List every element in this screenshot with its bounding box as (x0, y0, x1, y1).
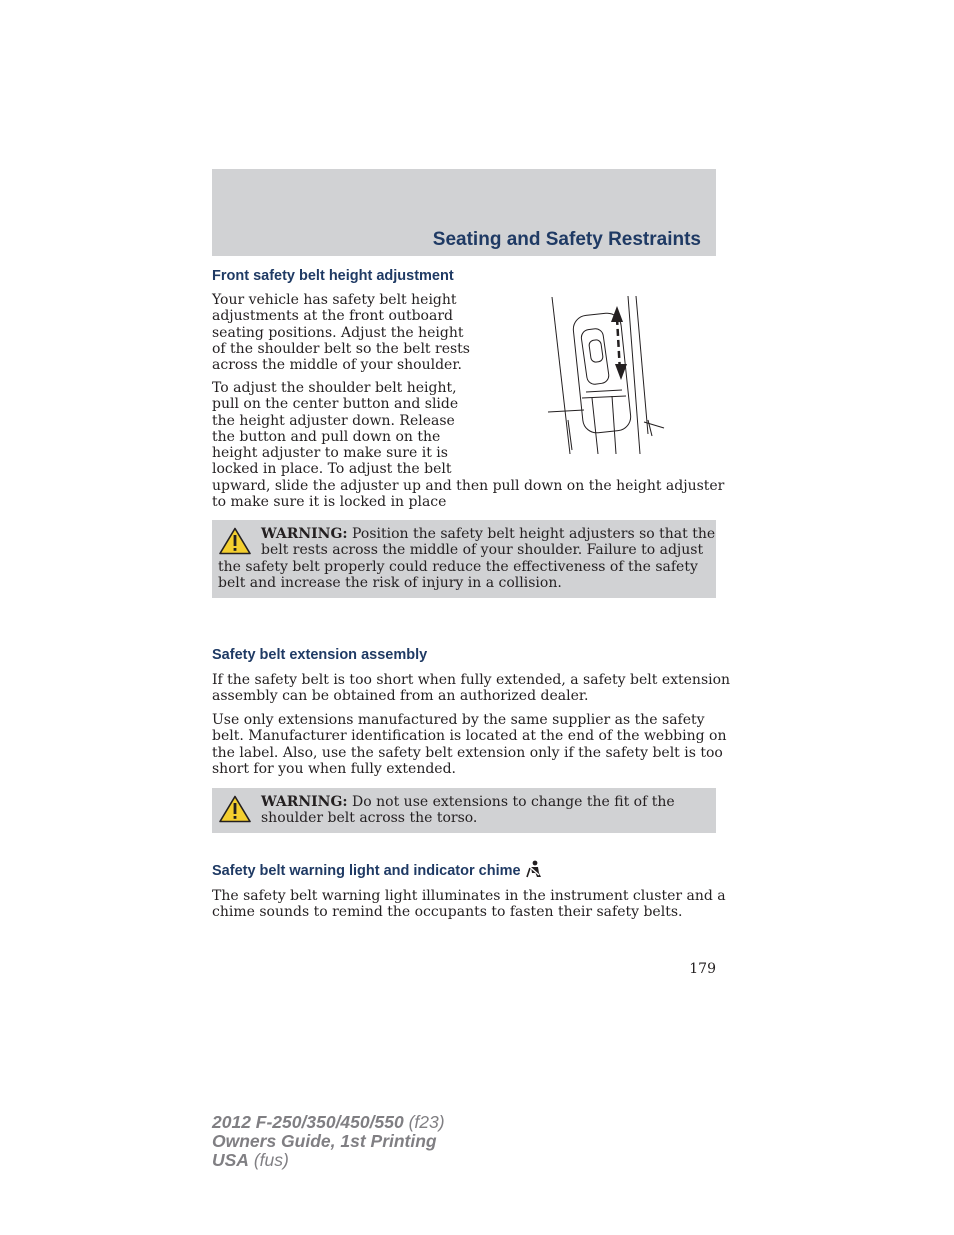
warning-box-height-adjuster (212, 520, 716, 598)
text-line: of the shoulder belt so the belt rests (212, 340, 470, 357)
text-line: chime sounds to remind the occupants to fasten their safety belts. (212, 904, 683, 921)
heading-belt-height-adjustment: Front safety belt height adjustment (212, 268, 454, 284)
footer-guide: Owners Guide, 1st Printing (212, 1131, 437, 1151)
text-line: Use only extensions manufactured by the same supplier as the safety (212, 712, 705, 728)
text-line: Your vehicle has safety belt height (212, 292, 457, 308)
footer-model: 2012 F-250/350/450/550 (212, 1112, 404, 1132)
chapter-header (212, 169, 716, 256)
text-line: belt. Manufacturer identification is located at the end of the webbing on (212, 728, 727, 745)
text-line: Do not use extensions to change the fit of the (352, 794, 675, 810)
paragraph-extension-intro (212, 672, 731, 705)
seatbelt-icon (526, 860, 542, 878)
text-line: the label. Also, use the safety belt extension only if the safety belt is too (212, 744, 723, 761)
text-line: Position the safety belt height adjusters so that the (352, 526, 716, 542)
chapter-title: Seating and Safety Restraints (432, 229, 701, 250)
heading-text: Safety belt warning light and indicator chime (212, 863, 521, 879)
text-line: seating positions. Adjust the height (212, 324, 464, 341)
text-line: If the safety belt is too short when fully extended, a safety belt extension (212, 672, 731, 688)
text-line: To adjust the shoulder belt height, (212, 380, 457, 396)
text-line: to make sure it is locked in place (212, 494, 447, 511)
text-line: adjustments at the front outboard (212, 308, 453, 325)
text-line: assembly can be obtained from an authorized dealer. (212, 688, 589, 705)
text-line: across the middle of your shoulder. (212, 357, 462, 374)
heading-belt-extension: Safety belt extension assembly (212, 647, 428, 663)
text-line: The safety belt warning light illuminates in the instrument cluster and a (212, 888, 726, 904)
text-line: the safety belt properly could reduce the effectiveness of the safety (218, 558, 698, 575)
text-line: pull on the center button and slide (212, 396, 459, 413)
text-line: locked in place. To adjust the belt (212, 461, 452, 478)
belt-height-adjuster-illustration (544, 294, 668, 456)
text-line: upward, slide the adjuster up and then pull down on the height adjuster (212, 477, 725, 494)
text-line: belt rests across the middle of your shoulder. Failure to adjust (261, 542, 704, 559)
text-line: belt and increase the risk of injury in a collision. (218, 574, 562, 591)
paragraph-extension-usage (212, 712, 727, 777)
document-footer (212, 1113, 445, 1170)
text-line: height adjuster to make sure it is (212, 445, 448, 462)
warning-box-extensions (212, 788, 716, 833)
paragraph-height-intro (212, 292, 477, 373)
warning-text (218, 526, 716, 591)
paragraph-warning-light (212, 888, 726, 921)
heading-warning-light-chime (212, 860, 542, 879)
footer-region-code: (fus) (253, 1150, 289, 1170)
page-number: 179 (689, 961, 716, 977)
text-line: the button and pull down on the (212, 428, 441, 445)
text-line: short for you when fully extended. (212, 760, 456, 777)
warning-label: WARNING: (261, 526, 348, 542)
text-line: shoulder belt across the torso. (261, 810, 478, 827)
footer-region: USA (212, 1150, 249, 1170)
warning-label: WARNING: (261, 794, 348, 810)
footer-model-code: (f23) (408, 1112, 445, 1132)
warning-text (218, 794, 708, 827)
text-line: the height adjuster down. Release (212, 412, 455, 429)
